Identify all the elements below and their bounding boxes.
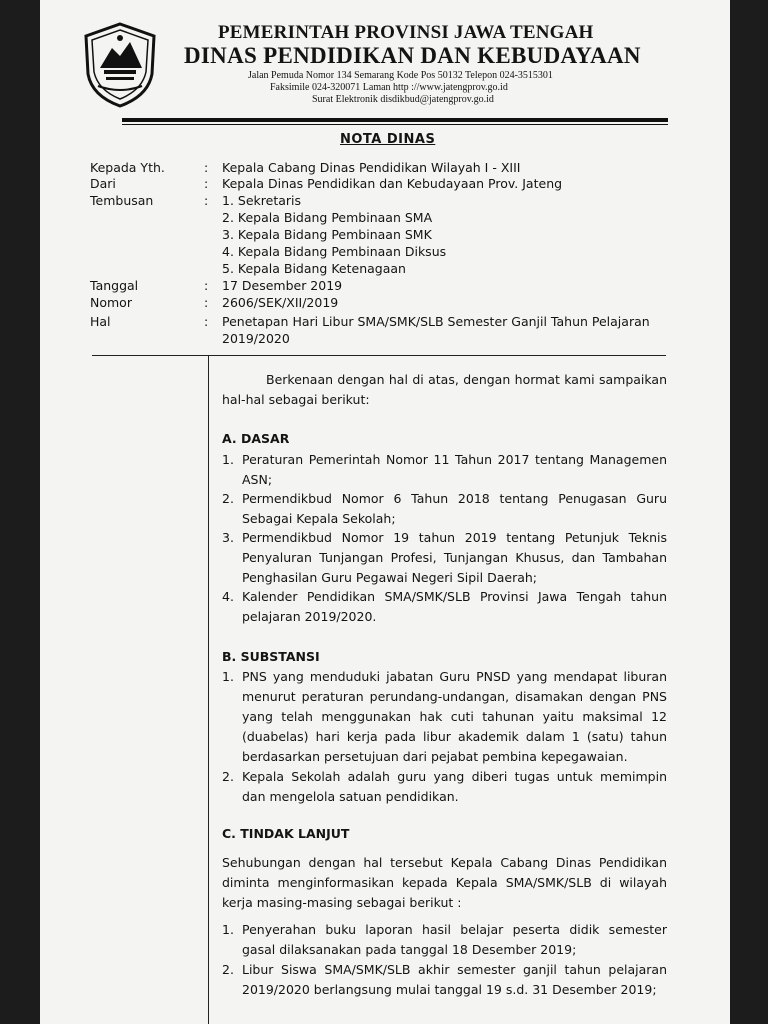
- meta-colon: :: [204, 160, 209, 175]
- meta-colon: :: [204, 176, 209, 191]
- provincial-emblem-icon: [82, 22, 158, 108]
- document-page: [40, 0, 730, 1024]
- separator-vertical: [208, 356, 209, 1024]
- list-number: 2.: [222, 962, 234, 977]
- list-text: Kalender Pendidikan SMA/SMK/SLB Provinsi Jawa Tengah tahun pelajaran 2019/2020.: [242, 589, 667, 624]
- government-name: PEMERINTAH PROVINSI JAWA TENGAH: [218, 22, 594, 43]
- section-b-heading: B. SUBSTANSI: [222, 649, 320, 664]
- meta-value: 2606/SEK/XII/2019: [222, 295, 339, 310]
- list-number: 1.: [222, 922, 234, 937]
- meta-value: Penetapan Hari Libur SMA/SMK/SLB Semester Ganjil Tahun Pelajaran: [222, 314, 650, 329]
- meta-colon: :: [204, 295, 209, 310]
- list-number: 1.: [222, 669, 234, 684]
- list-text: Permendikbud Nomor 6 Tahun 2018 tentang Penugasan Guru Sebagai Kepala Sekolah;: [242, 491, 667, 526]
- list-text: Permendikbud Nomor 19 tahun 2019 tentang Petunjuk Teknis Penyaluran Tunjangan Profesi, Tunjangan Khusus, dan Tambahan Penghasilan Guru Pegawai Negeri Sipil Daerah;: [242, 530, 667, 585]
- separator-horizontal: [92, 355, 666, 356]
- meta-value: Kepala Dinas Pendidikan dan Kebudayaan Prov. Jateng: [222, 176, 563, 191]
- letterhead-rule-thin: [122, 124, 668, 125]
- section-c-paragraph: Sehubungan dengan hal tersebut Kepala Cabang Dinas Pendidikan diminta menginformasikan kepada Kepala SMA/SMK/SLB di wilayah kerja masing-masing sebagai berikut :: [222, 855, 667, 910]
- meta-label: Hal: [90, 314, 111, 329]
- list-number: 2.: [222, 769, 234, 784]
- cc-item: 2. Kepala Bidang Pembinaan SMA: [222, 210, 433, 225]
- list-text: PNS yang menduduki jabatan Guru PNSD yang mendapat liburan menurut peraturan perundang-undangan, disamakan dengan PNS yang telah menggunakan hak cuti tahunan yaitu maksimal 12 (duabelas) hari kerja pada libur akademik dalam 1 (satu) tahun berdasarkan persetujuan dari pejabat pembina kepegawaian.: [242, 669, 667, 764]
- section-a-heading: A. DASAR: [222, 431, 290, 446]
- list-text: Kepala Sekolah adalah guru yang diberi tugas untuk memimpin dan mengelola satuan pendidikan.: [242, 769, 667, 804]
- list-text: Peraturan Pemerintah Nomor 11 Tahun 2017 tentang Managemen ASN;: [242, 452, 667, 487]
- meta-label: Tembusan: [90, 193, 154, 208]
- cc-item: 4. Kepala Bidang Pembinaan Diksus: [222, 244, 447, 259]
- meta-value: Kepala Cabang Dinas Pendidikan Wilayah I - XIII: [222, 160, 521, 175]
- intro-paragraph: Berkenaan dengan hal di atas, dengan hormat kami sampaikan hal-hal sebagai berikut:: [222, 372, 667, 407]
- meta-label: Nomor: [90, 295, 132, 310]
- address-line: Jalan Pemuda Nomor 134 Semarang Kode Pos 50132 Telepon 024-3515301: [248, 70, 553, 81]
- list-number: 4.: [222, 589, 234, 604]
- meta-colon: :: [204, 278, 209, 293]
- email-line: Surat Elektronik disdikbud@jatengprov.go.id: [312, 94, 494, 105]
- agency-name: DINAS PENDIDIKAN DAN KEBUDAYAAN: [184, 43, 641, 68]
- meta-label: Dari: [90, 176, 116, 191]
- section-c-heading: C. TINDAK LANJUT: [222, 826, 350, 841]
- fax-web-line: Faksimile 024-320071 Laman http ://www.jatengprov.go.id: [270, 82, 508, 93]
- meta-label: Tanggal: [90, 278, 139, 293]
- list-number: 1.: [222, 452, 234, 467]
- document-title: NOTA DINAS: [340, 132, 436, 147]
- meta-colon: :: [204, 314, 209, 329]
- letterhead-rule-thick: [122, 118, 668, 122]
- meta-value-cont: 2019/2020: [222, 331, 290, 346]
- list-text: Libur Siswa SMA/SMK/SLB akhir semester ganjil tahun pelajaran 2019/2020 berlangsung mulai tanggal 19 s.d. 31 Desember 2019;: [242, 962, 667, 997]
- list-text: Penyerahan buku laporan hasil belajar peserta didik semester gasal dilaksanakan pada tanggal 18 Desember 2019;: [242, 922, 667, 957]
- meta-label: Kepada Yth.: [90, 160, 165, 175]
- list-number: 2.: [222, 491, 234, 506]
- meta-value: 17 Desember 2019: [222, 278, 343, 293]
- list-number: 3.: [222, 530, 234, 545]
- meta-colon: :: [204, 193, 209, 208]
- cc-item: 1. Sekretaris: [222, 193, 302, 208]
- cc-item: 5. Kepala Bidang Ketenagaan: [222, 261, 406, 276]
- letterhead: [40, 0, 730, 120]
- cc-item: 3. Kepala Bidang Pembinaan SMK: [222, 227, 432, 242]
